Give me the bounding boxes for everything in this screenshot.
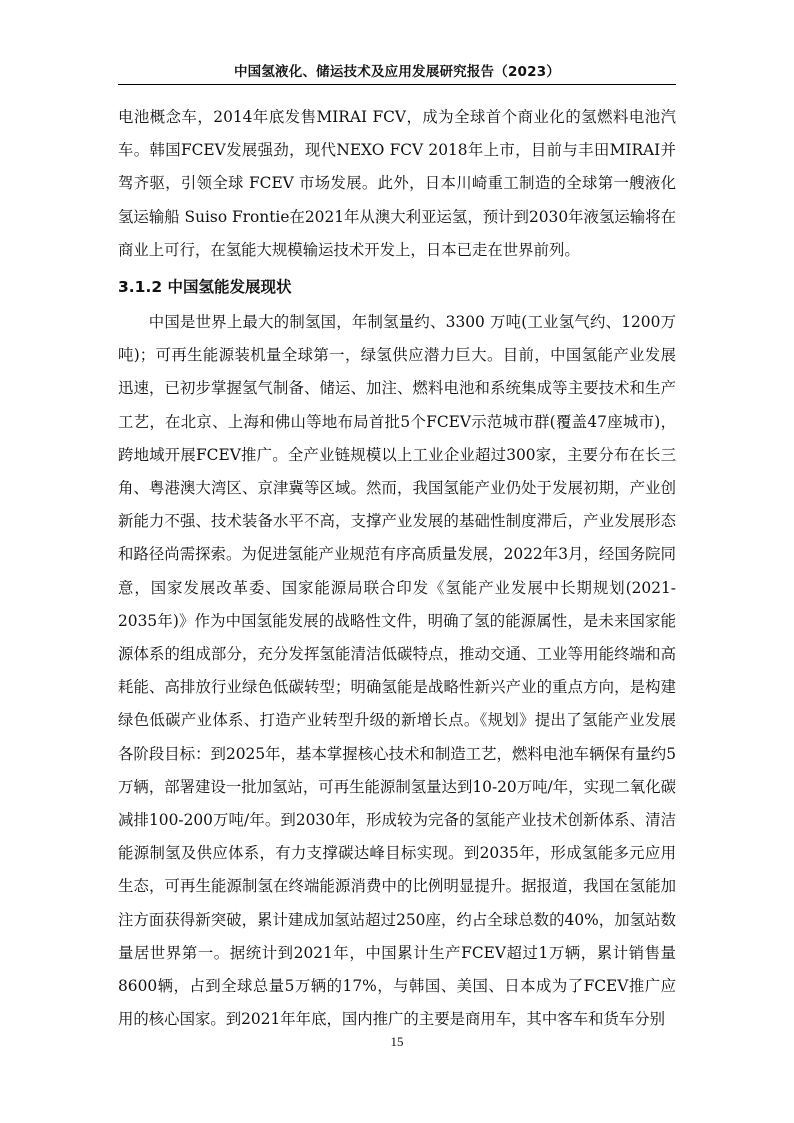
section-heading: 3.1.2 中国氢能发展现状 — [118, 278, 292, 297]
running-header: 中国氢液化、储运技术及应用发展研究报告（2023） — [233, 64, 561, 80]
document-body — [118, 101, 676, 1036]
header-divider — [118, 84, 676, 85]
body-paragraph: 电池概念车，2014年底发售MIRAI FCV，成为全球首个商业化的氢燃料电池汽车。韩国FCEV发展强劲，现代NEXO FCV 2018年上市，目前与丰田MIRAI并驾齐驱，引领全球 FCEV 市场发展。此外，日本川崎重工制造的全球第一艘液化氢运输船 Suiso Frontie在2021年从澳大利亚运氢，预计到2030年液氢运输将在商业上可行，在氢能大规模输运技术开发上，日本已走在世界前列。 — [118, 108, 676, 259]
body-paragraph: 中国是世界上最大的制氢国，年制氢量约、3300 万吨(工业氢气约、1200万吨)；可再生能源装机量全球第一，绿氢供应潜力巨大。目前，中国氢能产业发展迅速，已初步掌握氢气制备、储运、加注、燃料电池和系统集成等主要技术和生产工艺，在北京、上海和佛山等地布局首批5个FCEV示范城市群(覆盖47座城市)，跨地域开展FCEV推广。全产业链规模以上工业企业超过300家，主要分布在长三角、粤港澳大湾区、京津冀等区域。然而，我国氢能产业仍处于发展初期，产业创新能力不强、技术装备水平不高，支撑产业发展的基础性制度滞后，产业发展形态和路径尚需探索。为促进氢能产业规范有序高质量发展，2022年3月，经国务院同意，国家发展改革委、国家能源局联合印发《氢能产业发展中长期规划(2021-2035年)》作为中国氢能发展的战略性文件，明确了氢的能源属性，是未来国家能源体系的组成部分，充分发挥氢能清洁低碳特点，推动交通、工业等用能终端和高耗能、高排放行业绿色低碳转型；明确氢能是战略性新兴产业的重点方向，是构建绿色低碳产业体系、打造产业转型升级的新增长点。《规划》提出了氢能产业发展各阶段目标：到2025年，基本掌握核心技术和制造工艺，燃料电池车辆保有量约5万辆，部署建设一批加氢站，可再生能源制氢量达到10-20万吨/年，实现二氧化碳减排100-200万吨/年。到2030年，形成较为完备的氢能产业技术创新体系、清洁能源制氢及供应体系，有力支撑碳达峰目标实现。到2035年，形成氢能多元应用生态，可再生能源制氢在终端能源消费中的比例明显提升。据报道，我国在氢能加注方面获得新突破，累计建成加氢站超过250座，约占全球总数的40%，加氢站数量居世界第一。据统计到2021年，中国累计生产FCEV超过1万辆，累计销售量8600辆，占到全球总量5万辆的17%，与韩国、美国、日本成为了FCEV推广应用的核心国家。到2021年年底，国内推广的主要是商用车，其中客车和货车分别 — [118, 313, 676, 1029]
page-number: 15 — [390, 1034, 404, 1049]
